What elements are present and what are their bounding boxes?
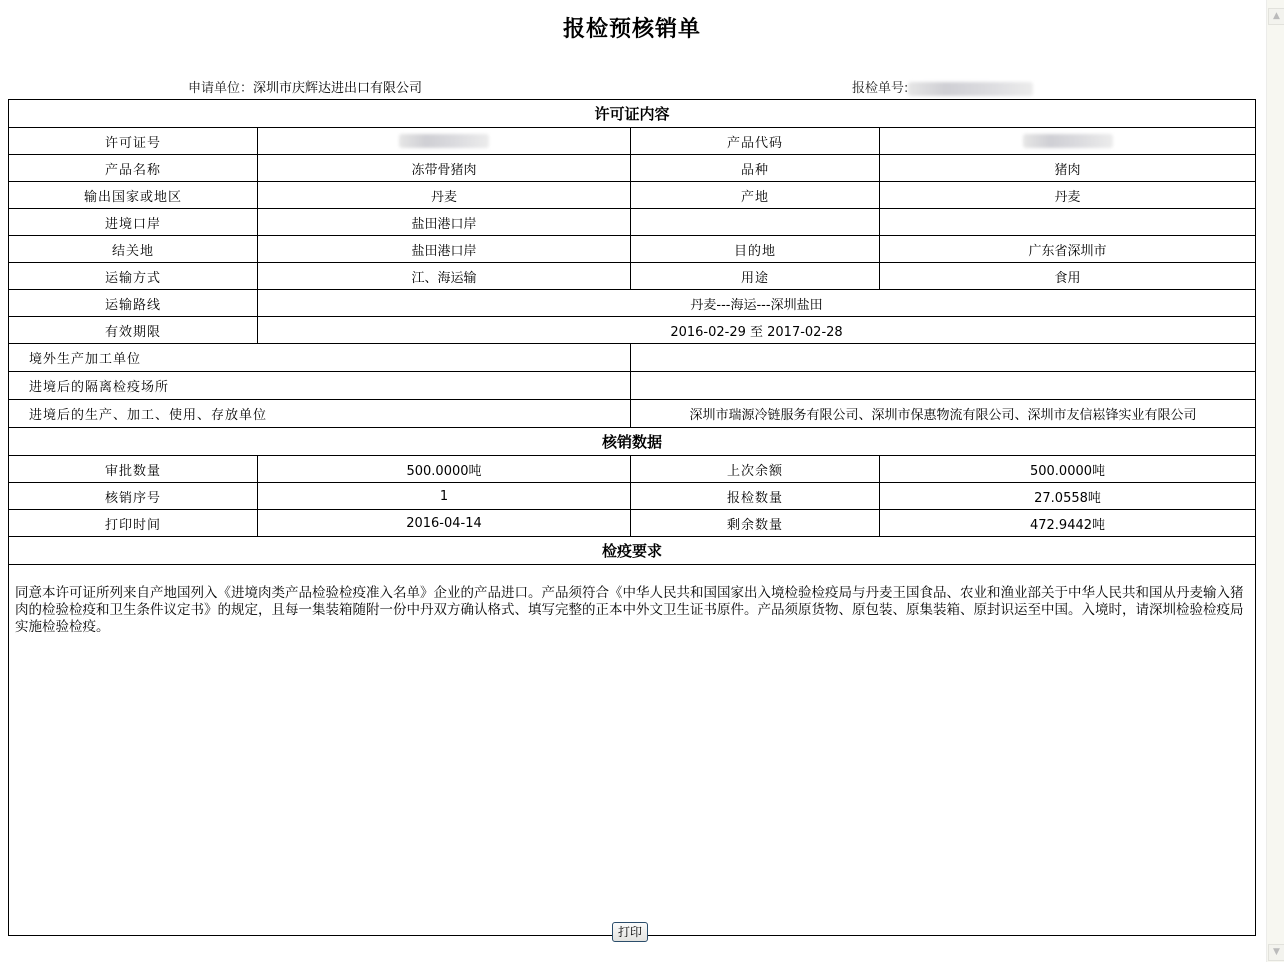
value-overseas-unit [631, 344, 1256, 372]
label-destination: 目的地 [631, 236, 880, 263]
label-product-name: 产品名称 [9, 155, 258, 182]
label-approved-qty: 审批数量 [9, 456, 258, 483]
table-row [9, 483, 1256, 510]
table-row [9, 400, 1256, 428]
label-route: 运输路线 [9, 290, 258, 317]
table-row [9, 263, 1256, 290]
label-writeoff-seq: 核销序号 [9, 483, 258, 510]
value-previous-balance: 500.0000吨 [880, 456, 1256, 483]
label-remaining-qty: 剩余数量 [631, 510, 880, 537]
section-heading-writeoff: 核销数据 [9, 428, 1256, 456]
scroll-up-icon[interactable]: ▲ [1268, 8, 1284, 25]
value-license-no [258, 128, 631, 155]
label-transport-mode: 运输方式 [9, 263, 258, 290]
applicant-label: 申请单位： [188, 81, 254, 96]
label-export-country: 输出国家或地区 [9, 182, 258, 209]
table-row [9, 344, 1256, 372]
label-license-no: 许可证号 [9, 128, 258, 155]
quarantine-requirements-text: 同意本许可证所列来自产地国列入《进境肉类产品检验检疫准入名单》企业的产品进口。产品须符合《中华人民共和国国家出入境检验检疫局与丹麦王国食品、农业和渔业部关于中华人民共和国从丹麦输入猪肉的检验检疫和卫生条件议定书》的规定，且每一集装箱随附一份中丹双方确认格式、填写完整的正本中外文卫生证书原件。产品须原货物、原包装、原集装箱、原封识运至中国。入境时，请深圳检验检疫局实施检验检疫。 [9, 565, 1256, 936]
label-previous-balance: 上次余额 [631, 456, 880, 483]
table-row [9, 456, 1256, 483]
table-row [9, 128, 1256, 155]
value-validity: 2016-02-29 至 2017-02-28 [258, 317, 1256, 344]
value-origin: 丹麦 [880, 182, 1256, 209]
label-entry-port: 进境口岸 [9, 209, 258, 236]
label-empty [631, 209, 880, 236]
table-row [9, 372, 1256, 400]
label-usage: 用途 [631, 263, 880, 290]
report-number-info [852, 77, 1033, 96]
section-heading-quarantine: 检疫要求 [9, 537, 1256, 565]
label-clearance-place: 结关地 [9, 236, 258, 263]
value-export-country: 丹麦 [258, 182, 631, 209]
value-route: 丹麦---海运---深圳盐田 [258, 290, 1256, 317]
vertical-scrollbar[interactable] [1266, 0, 1284, 962]
label-validity: 有效期限 [9, 317, 258, 344]
label-origin: 产地 [631, 182, 880, 209]
value-usage: 食用 [880, 263, 1256, 290]
report-number-value-redacted [908, 82, 1033, 96]
label-storage-units: 进境后的生产、加工、使用、存放单位 [9, 400, 631, 428]
value-product-name: 冻带骨猪肉 [258, 155, 631, 182]
writeoff-form-table [8, 99, 1256, 936]
page-title: 报检预核销单 [562, 17, 701, 42]
value-inspection-qty: 27.0558吨 [880, 483, 1256, 510]
table-row [9, 182, 1256, 209]
applicant-info [188, 77, 422, 96]
table-row [9, 510, 1256, 537]
value-variety: 猪肉 [880, 155, 1256, 182]
label-print-time: 打印时间 [9, 510, 258, 537]
value-print-time: 2016-04-14 [258, 510, 631, 537]
value-entry-port: 盐田港口岸 [258, 209, 631, 236]
table-row [9, 209, 1256, 236]
scroll-down-icon[interactable]: ▼ [1268, 944, 1284, 961]
label-inspection-qty: 报检数量 [631, 483, 880, 510]
value-approved-qty: 500.0000吨 [258, 456, 631, 483]
license-no-redacted [399, 134, 489, 148]
table-row [9, 317, 1256, 344]
value-transport-mode: 江、海运输 [258, 263, 631, 290]
value-destination: 广东省深圳市 [880, 236, 1256, 263]
label-quarantine-site: 进境后的隔离检疫场所 [9, 372, 631, 400]
value-clearance-place: 盐田港口岸 [258, 236, 631, 263]
report-number-label: 报检单号: [852, 81, 909, 96]
label-overseas-unit: 境外生产加工单位 [9, 344, 631, 372]
value-remaining-qty: 472.9442吨 [880, 510, 1256, 537]
product-code-redacted [1023, 134, 1113, 148]
value-product-code [880, 128, 1256, 155]
table-row [9, 236, 1256, 263]
table-row [9, 290, 1256, 317]
print-button[interactable]: 打印 [612, 922, 648, 942]
table-row [9, 155, 1256, 182]
value-writeoff-seq: 1 [258, 483, 631, 510]
value-quarantine-site [631, 372, 1256, 400]
label-variety: 品种 [631, 155, 880, 182]
applicant-value: 深圳市庆辉达进出口有限公司 [253, 81, 423, 96]
value-storage-units: 深圳市瑞源冷链服务有限公司、深圳市保惠物流有限公司、深圳市友信崧锋实业有限公司 [631, 400, 1256, 428]
section-heading-license: 许可证内容 [9, 100, 1256, 128]
value-empty [880, 209, 1256, 236]
label-product-code: 产品代码 [631, 128, 880, 155]
